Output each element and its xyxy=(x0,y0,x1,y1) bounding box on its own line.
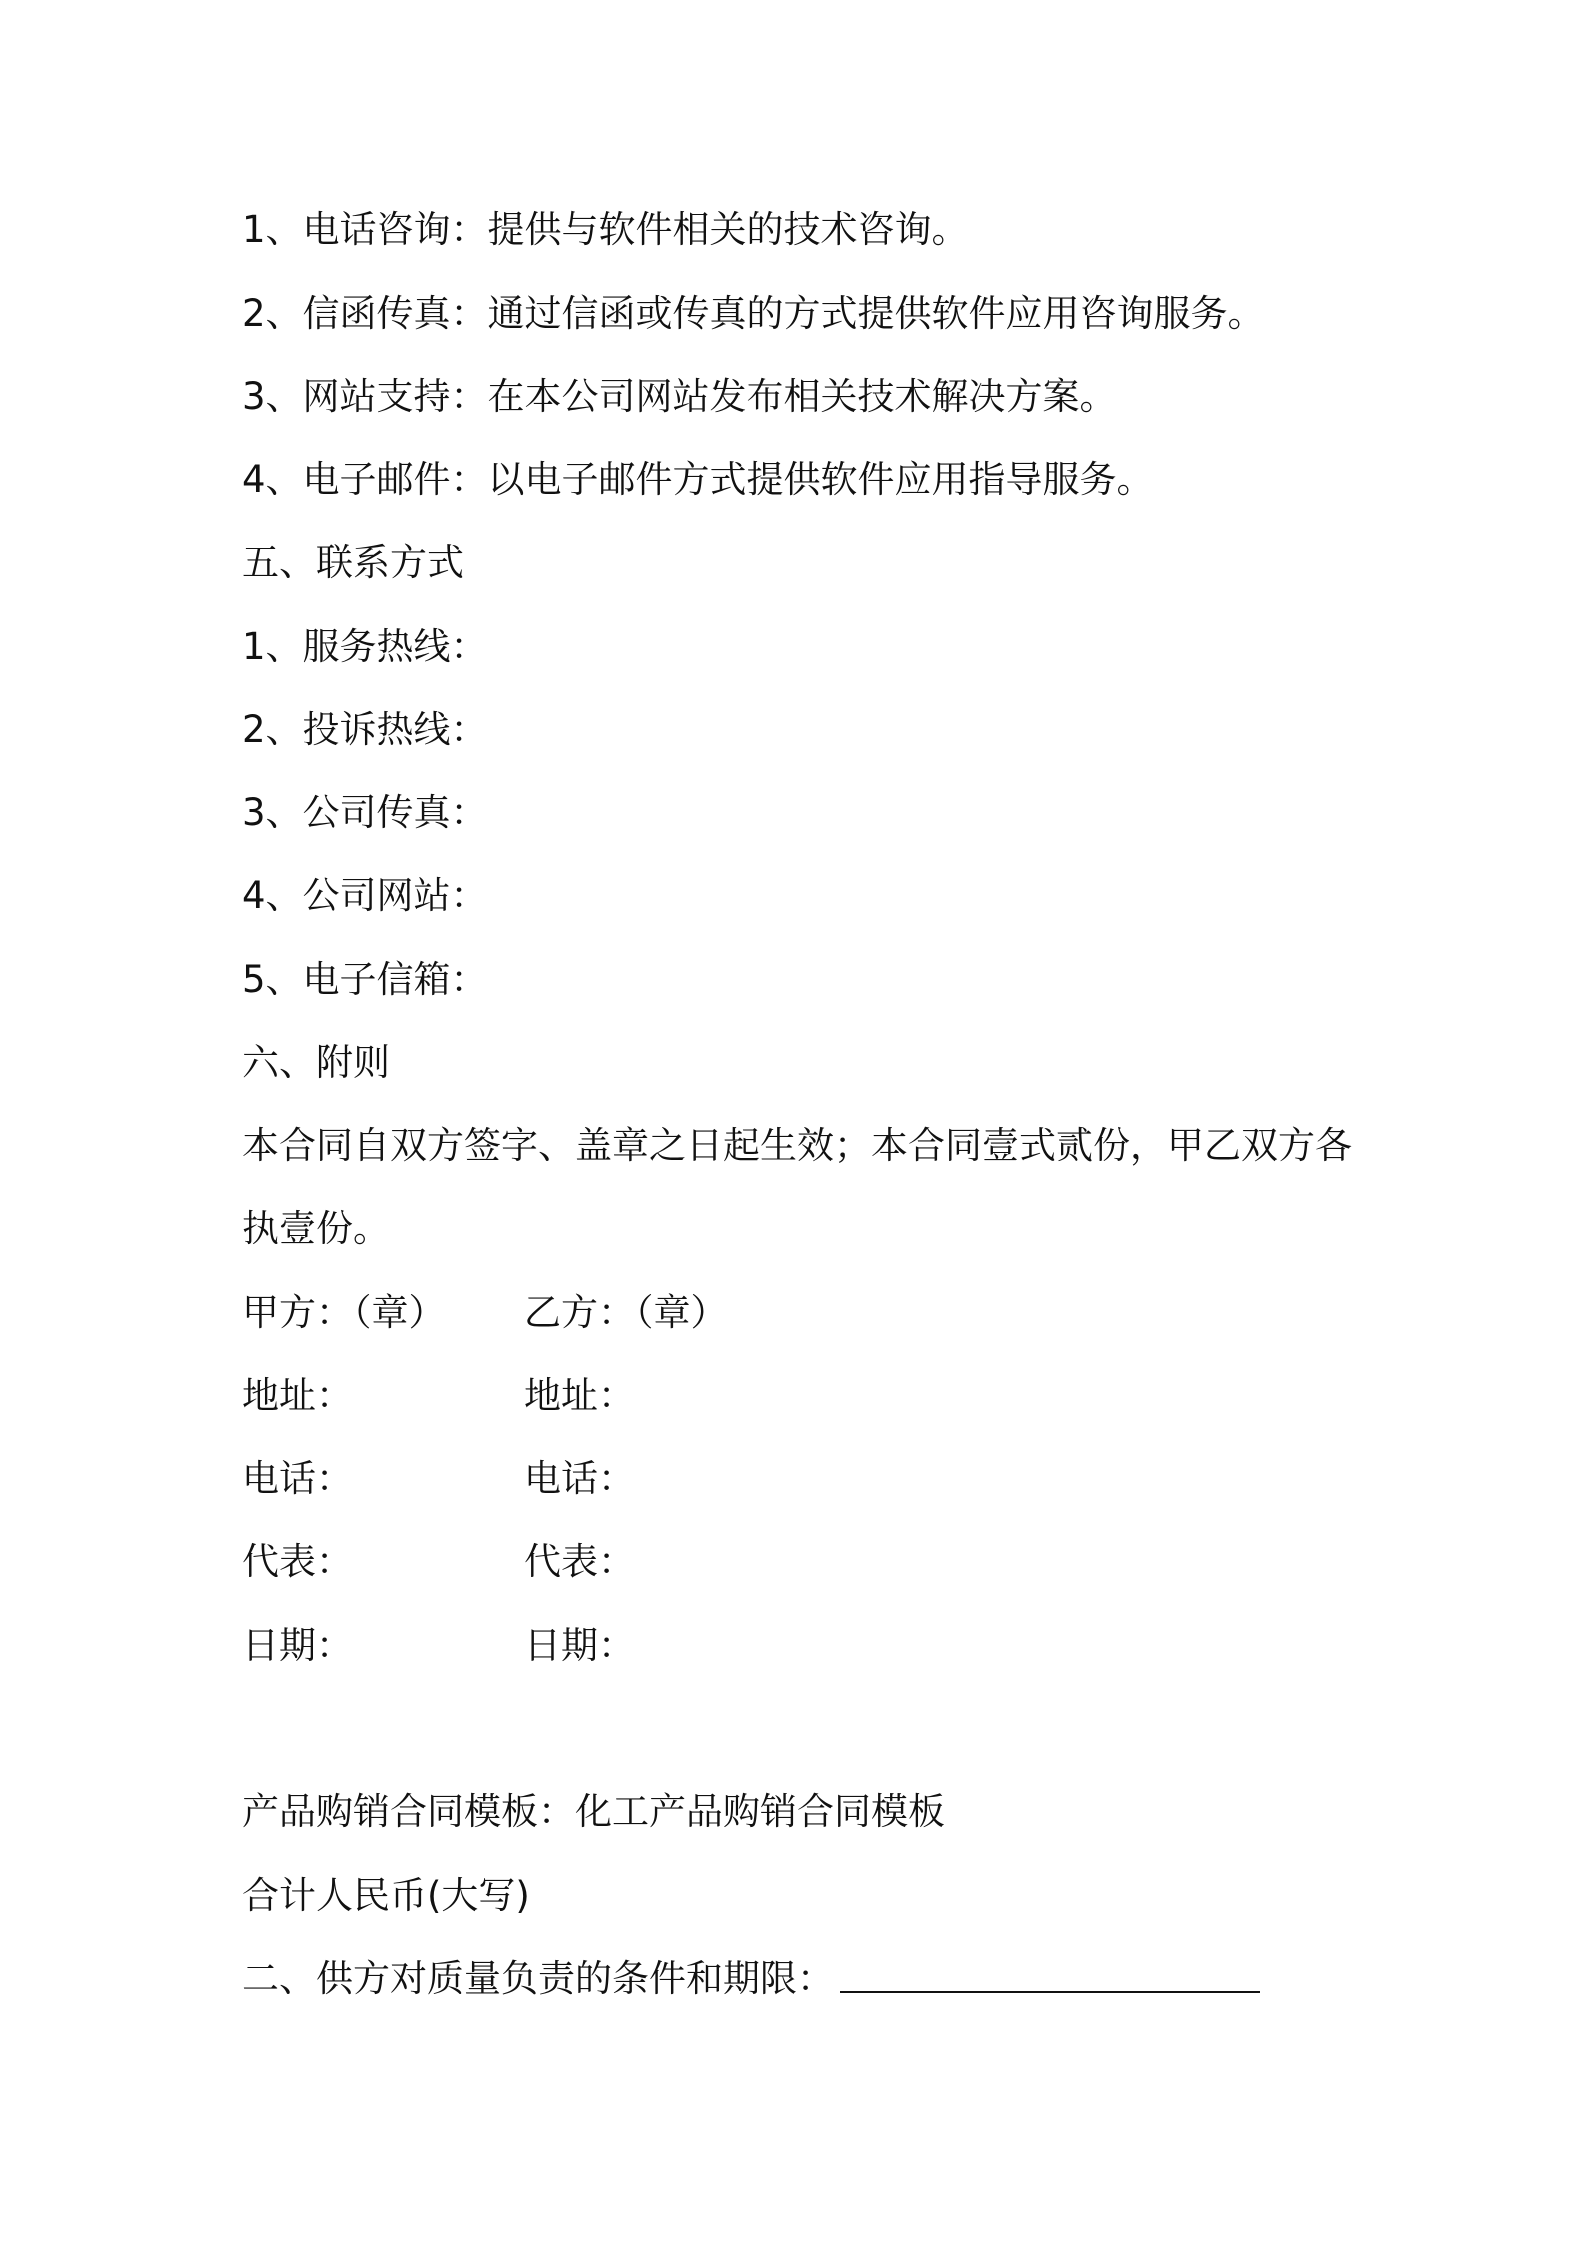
section-heading-appendix: 六、附则 xyxy=(242,1041,390,1084)
party-a-date: 日期： xyxy=(242,1624,353,1667)
contact-company-fax: 3、公司传真： xyxy=(242,791,488,834)
quality-clause xyxy=(242,1955,1260,2003)
support-item-website: 3、网站支持：在本公司网站发布相关技术解决方案。 xyxy=(242,375,1117,418)
party-b-seal: 乙方：（章） xyxy=(524,1291,728,1334)
party-b-address: 地址： xyxy=(524,1374,635,1417)
contact-email: 5、电子信箱： xyxy=(242,958,488,1001)
support-item-email: 4、电子邮件：以电子邮件方式提供软件应用指导服务。 xyxy=(242,458,1154,501)
appendix-paragraph-line2: 执壹份。 xyxy=(242,1207,390,1250)
contact-service-hotline: 1、服务热线： xyxy=(242,625,488,668)
contact-complaint-hotline: 2、投诉热线： xyxy=(242,708,488,751)
quality-clause-blank-line xyxy=(840,1957,1260,1993)
party-b-phone: 电话： xyxy=(524,1457,635,1500)
support-item-fax: 2、信函传真：通过信函或传真的方式提供软件应用咨询服务。 xyxy=(242,292,1265,335)
party-b-representative: 代表： xyxy=(524,1540,635,1583)
support-item-phone: 1、电话咨询：提供与软件相关的技术咨询。 xyxy=(242,208,969,251)
quality-clause-text: 二、供方对质量负责的条件和期限： xyxy=(242,1957,834,2000)
contact-company-website: 4、公司网站： xyxy=(242,874,488,917)
party-a-seal: 甲方：（章） xyxy=(242,1291,446,1334)
party-a-representative: 代表： xyxy=(242,1540,353,1583)
section-heading-contact: 五、联系方式 xyxy=(242,541,464,584)
appendix-paragraph-line1: 本合同自双方签字、盖章之日起生效；本合同壹式贰份，甲乙双方各 xyxy=(242,1124,1352,1167)
party-a-phone: 电话： xyxy=(242,1457,353,1500)
party-b-date: 日期： xyxy=(524,1624,635,1667)
party-a-address: 地址： xyxy=(242,1374,353,1417)
template-title: 产品购销合同模板：化工产品购销合同模板 xyxy=(242,1790,945,1833)
total-amount-label: 合计人民币(大写) xyxy=(242,1874,530,1917)
